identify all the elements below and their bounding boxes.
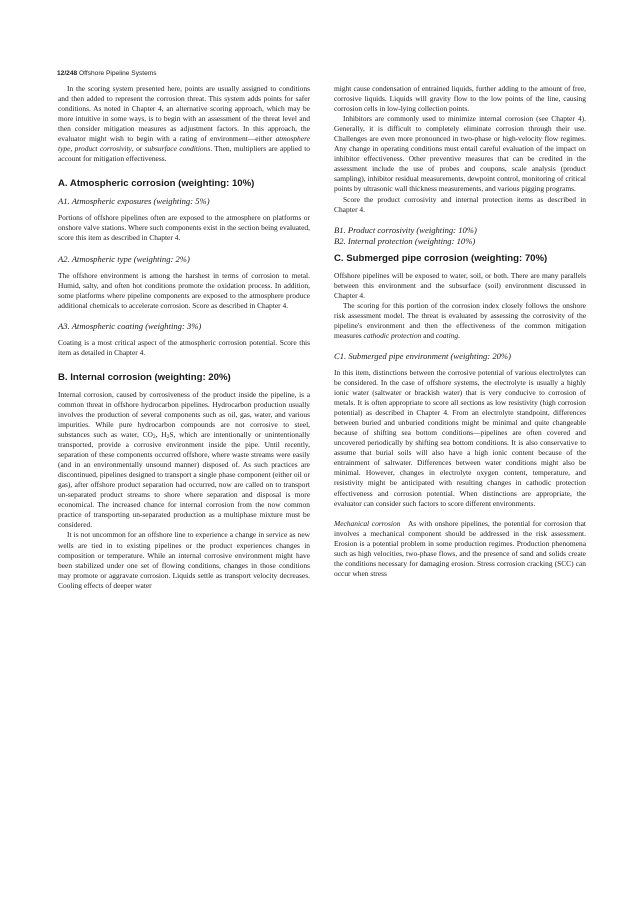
- paragraph-c1: Offshore pipelines will be exposed to water, soil, or both. There are many parallels between this environment and the subsurface (soil) environment discussed in Chapter 4.: [334, 270, 586, 300]
- text-run-italic: cathodic protection: [363, 330, 422, 340]
- text-run: The scoring for this portion of the corrosion index closely follows the onshore risk assessment model. The threat is evaluated by assessing the corrosivity of the pipeline's environment and then the effectiveness of the common mitigation measures: [334, 300, 586, 340]
- subheading-c1: C1. Submerged pipe environment (weighting: 20%): [334, 350, 511, 361]
- paragraph-b1: [58, 390, 310, 531]
- text-run: , or: [131, 144, 145, 154]
- paragraph-c1-environment: In this item, distinctions between the corrosive potential of various electrolytes can be considered. In the case of offshore systems, the electrolyte is usually a highly ionic water (saltwater or brackish water) that is very conducive to corrosion of metals. It is often appropriate to score all sections as low resistivity (high corrosion potential) as described in Chapter 4. From an electrolyte standpoint, differences between buried and unburied conditions might be minimal and quite changeable because of shifting sea bottom conditions—pipelines are often covered and uncovered periodically by shifting sea bottom conditions. It is also conservative to assume that burial soils will also have a high ionic content because of the entrainment of saltwater. Differences between water conditions might also be minimal. However, changes in electrolyte oxygen content, temperature, and resistivity might be anticipated with resulting changes in cathodic protection effectiveness and corrosion potential. When distinctions are appropriate, the evaluator can consider such factors to score different environments.: [334, 367, 586, 508]
- text-run-italic: product corrosivity: [74, 144, 132, 154]
- subscript: 2: [166, 433, 170, 440]
- text-run: .: [458, 330, 460, 340]
- text-run: In the scoring system presented here, points are usually assigned to conditions and then added to represent the corrosion threat. This system adds points for safer conditions. As noted in Chapter 4, an alternative scoring approach, which may be more intuitive in some ways, is to begin with an assessment of the threat level and then consider mitigation measures as adjustment factors. In this approach, the evaluator might wish to begin with a rating of environment—either: [58, 84, 310, 144]
- mechanical-corrosion-paragraph: [334, 519, 586, 579]
- text-run: . Then, multipliers are applied to account for mitigation effectiveness.: [58, 144, 311, 164]
- section-heading-a: A. Atmospheric corrosion (weighting: 10%): [58, 178, 255, 190]
- right-column: [334, 84, 586, 579]
- section-heading-c: C. Submerged pipe corrosion (weighting: 70%): [334, 252, 548, 264]
- text-run-italic: subsurface conditions: [144, 144, 211, 154]
- left-column: [58, 84, 310, 591]
- text-run: , H: [155, 429, 167, 439]
- paragraph-b2: It is not uncommon for an offshore line to experience a change in service as new wells are tied in to existing pipelines or the product experiences changes in composition or temperature. While an internal corrosive environment might have been stabilized under one set of flowing conditions, changes in those conditions may promote or aggravate corrosion. Liquids settle as transport velocity decreases. Cooling effects of deeper water: [58, 530, 310, 590]
- text-run: Internal corrosion, caused by corrosiveness of the product inside the pipeline, is a common threat in offshore hydrocarbon pipelines. Hydrocarbon production usually involves the production of several components such as oil, gas, water, and various impurities. While pure hydrocarbon compounds are not corrosive to steel, substances such as water, CO: [58, 389, 310, 439]
- subheading-b2: B2. Internal protection (weighting: 10%): [334, 235, 476, 246]
- book-title: Offshore Pipeline Systems: [79, 70, 157, 77]
- page-reference: 12/248: [57, 70, 78, 77]
- text-run: and: [421, 330, 436, 340]
- paragraph-c2: [334, 301, 586, 341]
- text-run: As with onshore pipelines, the potential for corrosion that involves a mechanical component should be addressed in the risk assessment. Erosion is a potential problem in some production regimes. Production phenomena such as high velocities, two-phase flows, and the presence of sand and solids create the conditions necessary for damaging erosion. Stress corrosion cracking (SCC) can occur when stress: [334, 518, 586, 578]
- subheading-a3: A3. Atmospheric coating (weighting: 3%): [58, 320, 202, 331]
- continued-paragraph: might cause condensation of entrained liquids, further adding to the amount of free, corrosive liquids. Liquids will gravity flow to the low points of the line, causing corrosion cells in low-lying collection points.: [334, 84, 586, 114]
- score-paragraph: Score the product corrosivity and internal protection items as described in Chapter 4.: [334, 194, 586, 214]
- text-run-italic: atmosphere type: [58, 134, 310, 154]
- running-head: [57, 70, 157, 77]
- subheading-b1: B1. Product corrosivity (weighting: 10%): [334, 224, 477, 235]
- inhibitors-paragraph: Inhibitors are commonly used to minimize internal corrosion (see Chapter 4). Generally, it is difficult to completely eliminate corrosion through their use. Challenges are even more pronounced in two-phase or high-velocity flow regimes. Any change in operating conditions must entail careful evaluation of the impact on inhibitor effectiveness. Other preventive measures that can be credited in the assessment include the use of probes and coupons, scale analysis (product sampling), inhibitor residual measurements, dewpoint control, monitoring of critical points by ultrasonic wall thickness measurements, and various pigging programs.: [334, 114, 586, 194]
- text-run: S, which are intentionally or unintentionally transported, provide a corrosive environment inside the pipe. Until recently, separation of these components occurred offshore, where waste streams were easily (and in an environmentally unsound manner) disposed of. As such practices are discontinued, pipelines designed to transport a single phase component (either oil or gas), after offshore product separation had occurred, now are called on to transport un-separated product streams to shore where separation and disposal is more economical. The increased chance for internal corrosion from the now common practice of transporting un-separated production as a multiphase mixture must be considered.: [58, 429, 310, 530]
- subheading-a2: A2. Atmospheric type (weighting: 2%): [58, 253, 190, 264]
- section-heading-b: B. Internal corrosion (weighting: 20%): [58, 371, 231, 383]
- text-run-italic: coating: [435, 330, 459, 340]
- paragraph-a1: Portions of offshore pipelines often are exposed to the atmosphere on platforms or onshore valve stations. Where such components exist in the section being evaluated, score this item as described in Chapter 4.: [58, 213, 310, 243]
- paragraph-a3: Coating is a most critical aspect of the atmospheric corrosion potential. Score this item as detailed in Chapter 4.: [58, 337, 310, 357]
- text-run: ,: [70, 144, 75, 154]
- paragraph-a2: The offshore environment is among the harshest in terms of corrosion to metal. Humid, salty, and often hot conditions promote the oxidation process. In addition, some platforms where pipeline components are exposed to the atmosphere produce additional chemicals to accelerate corrosion. Score as described in Chapter 4.: [58, 270, 310, 310]
- run-in-heading: Mechanical corrosion: [334, 518, 401, 528]
- intro-paragraph: [58, 84, 310, 164]
- subscript: 2: [152, 433, 156, 440]
- subheading-a1: A1. Atmospheric exposures (weighting: 5%): [58, 196, 210, 207]
